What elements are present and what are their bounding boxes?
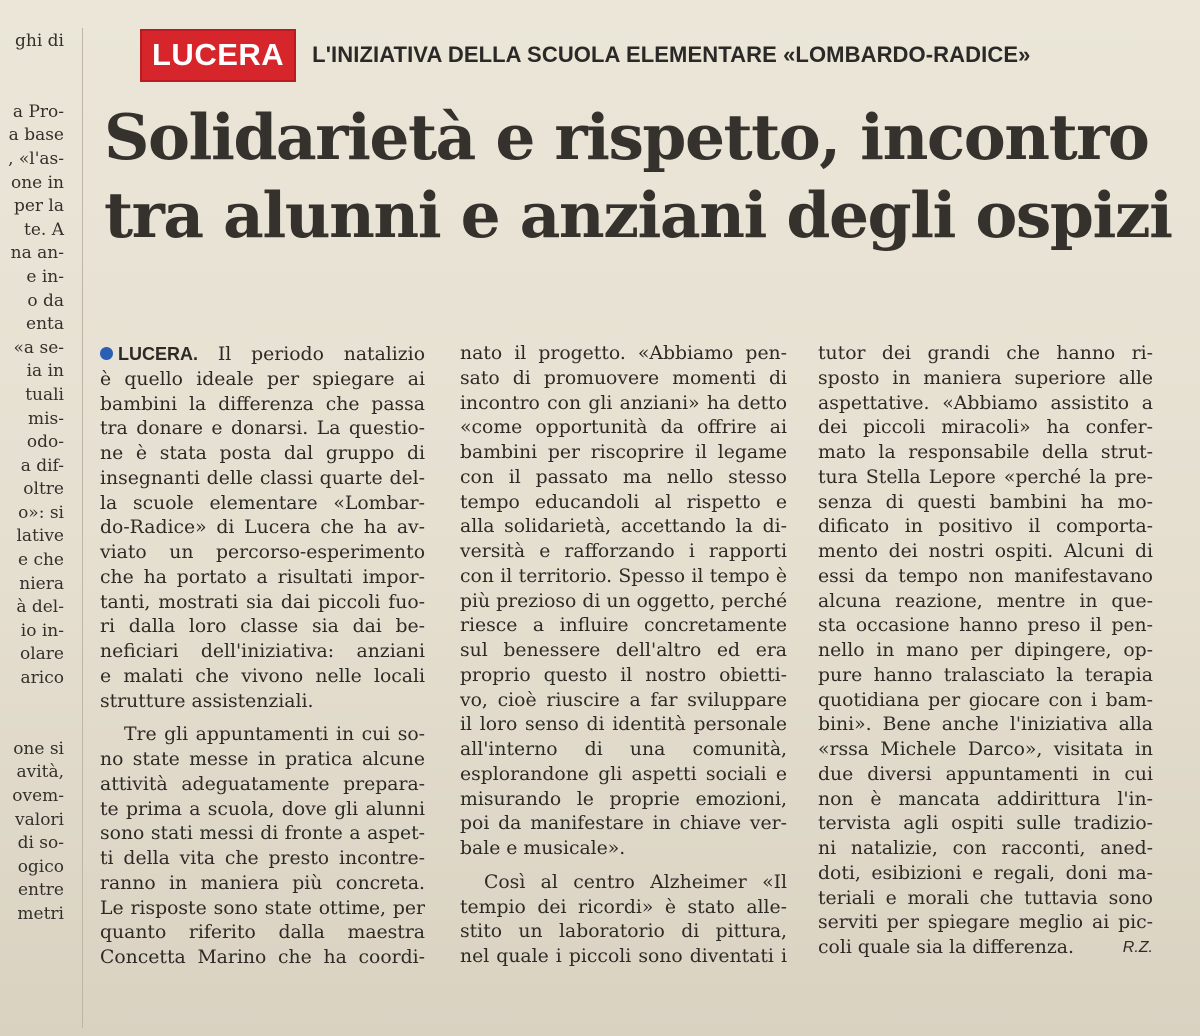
article-column-1: [100, 342, 425, 971]
text-line: alla solidarietà, accettando la di-: [460, 516, 787, 538]
text-line: tempo educandoli al rispetto e: [460, 491, 787, 513]
text-line: bale e musicale».: [460, 838, 626, 859]
text-line: Così al centro Alzheimer «Il: [484, 871, 787, 893]
text-line: «rssa Michele Darco», visitata in: [818, 739, 1153, 760]
fragment-line: di so-: [17, 833, 64, 854]
text-line: pure hanno tralasciato la terapia: [818, 664, 1153, 686]
kicker-text: L'INIZIATIVA DELLA SCUOLA ELEMENTARE «LOMBARDO-RADICE»: [312, 42, 1031, 67]
fragment-line: a Pro-: [12, 101, 64, 122]
fragment-line: entre: [17, 880, 64, 901]
text-line: ni natalizie, con racconti, aned-: [818, 838, 1153, 859]
fragment-line: per la: [13, 196, 64, 217]
column-rule: [82, 28, 83, 1028]
fragment-line: ghi di: [15, 31, 64, 51]
text-line: alcuna reazione, mentre in que-: [818, 590, 1153, 612]
fragment-line: tuali: [25, 384, 64, 405]
text-line: ti della vita che presto incontre-: [100, 848, 425, 869]
text-line: ne è stata posta dal gruppo di: [100, 443, 425, 464]
paragraph-2: [100, 723, 425, 971]
text-line: è quello ideale per spiegare ai: [100, 368, 425, 390]
paragraph-3: [460, 342, 787, 862]
text-line: sato di promuovere momenti di: [460, 367, 787, 389]
fragment-line: à del-: [16, 597, 64, 618]
text-line: tanti, mostrati sia dai piccoli fuo-: [100, 591, 425, 613]
fragment-line: o»: si: [18, 502, 64, 523]
text-line: tervista agli ospiti sulle tradizio-: [818, 813, 1153, 835]
fragment-line: niera: [19, 573, 64, 594]
fragment-line: mis-: [27, 408, 64, 429]
author-signature: R.Z.: [1122, 939, 1153, 956]
text-line: aspettative. «Abbiamo assistito a: [818, 392, 1153, 414]
text-line: ri dalla loro classe sia dai be-: [100, 616, 425, 638]
adjacent-article-fragments: [0, 30, 64, 1030]
text-line: «come opportunità da offrire ai: [460, 417, 787, 439]
fragment-line: «a se-: [13, 337, 64, 358]
article-kicker: [140, 30, 1030, 80]
text-line: insegnanti delle classi quarte del-: [100, 467, 425, 489]
text-line: teriali e morali che tuttavia sono: [818, 887, 1153, 909]
text-line: stito un laboratorio di pittura,: [460, 921, 787, 943]
fragment-line: metri: [17, 903, 64, 924]
fragment-line: a base: [8, 125, 64, 146]
text-line: neficiari dell'iniziativa: anziani: [100, 641, 425, 662]
text-line: tutor dei grandi che hanno ri-: [818, 343, 1153, 364]
text-line: Tre gli appuntamenti in cui so-: [124, 724, 425, 746]
text-line: ranno in maniera più concreta.: [100, 872, 425, 894]
text-line: dei piccoli miracoli» ha confer-: [818, 417, 1153, 439]
text-line: strutture assistenziali.: [100, 690, 314, 712]
text-line: più prezioso di un oggetto, perché: [460, 590, 788, 612]
text-line: bambini per riscoprire il legame: [460, 442, 787, 463]
text-line: do-Radice» di Lucera che ha av-: [100, 517, 425, 539]
text-line: il loro senso di identità personale: [460, 714, 787, 736]
text-line: riesce a influire concretamente: [460, 615, 787, 637]
text-line: esplorandone gli aspetti sociali e: [460, 763, 787, 785]
text-line: sta occasione hanno preso il pen-: [818, 615, 1153, 637]
text-line: mato la responsabile della strut-: [818, 442, 1153, 463]
text-line: incontro con gli anziani» ha detto: [460, 392, 787, 414]
text-line-final: [818, 936, 1153, 961]
text-line: quotidiana per giocare con i bam-: [818, 689, 1153, 711]
text-line: tempio dei ricordi» è stato alle-: [460, 896, 787, 918]
fragment-line: ovem-: [12, 786, 64, 806]
fragment-line: lative: [16, 526, 64, 547]
text-line: sono stati messi di fronte a aspet-: [100, 823, 425, 845]
text-line: tra donare e donarsi. La questio-: [100, 418, 425, 440]
text-line: Concetta Marino che ha coordi-: [100, 947, 425, 968]
fragment-line: io in-: [20, 620, 64, 641]
fragment-line: na an-: [10, 243, 64, 264]
fragment-line: a dif-: [20, 455, 64, 476]
text-line: dificato in positivo il comporta-: [818, 516, 1153, 538]
text-line: tura Stella Lepore «perché la pre-: [818, 466, 1153, 488]
text-line: te prima a scuola, dove gli alunni: [100, 798, 425, 820]
fragment-line: valori: [15, 809, 64, 830]
fragment-line: [0, 54, 64, 78]
fragment-line: enta: [26, 314, 64, 335]
text-line: proprio questo il nostro obietti-: [460, 664, 787, 686]
text-line: essi da tempo non manifestavano: [818, 565, 1153, 587]
fragment-line: oltre: [23, 479, 64, 500]
fragment-line: ia in: [26, 361, 64, 382]
text-line: e malati che vivono nelle locali: [100, 665, 425, 687]
text-line: senza di questi bambini ha mo-: [818, 491, 1153, 513]
text-line: che ha portato a risultati impor-: [100, 566, 425, 588]
fragment-line: o da: [27, 290, 64, 311]
text-line: bini». Bene anche l'iniziativa alla: [818, 714, 1153, 736]
text-line: vo, cioè riuscire a far sviluppare: [460, 689, 787, 711]
paragraph-gap: [460, 862, 787, 871]
text-line: nel quale i piccoli sono diventati i: [460, 946, 787, 967]
fragment-line: [0, 691, 64, 715]
text-line: nato il progetto. «Abbiamo pen-: [460, 343, 787, 364]
fragment-line: arico: [20, 668, 64, 689]
text-line: viato un percorso-esperimento: [100, 542, 425, 563]
text-line: non è mancata addirittura l'in-: [818, 788, 1153, 810]
text-line: con il territorio. Spesso il tempo è: [460, 565, 787, 587]
text-line: bambini la differenza che passa: [100, 393, 425, 415]
text-line: poi da manifestare in chiave ver-: [460, 813, 787, 835]
text-line: due diversi appuntamenti in cui: [818, 763, 1153, 785]
text-line: sposto in maniera superiore alle: [818, 367, 1153, 389]
paragraph-5: [818, 342, 1153, 936]
text-line: Le risposte sono state ottime, per: [100, 897, 425, 919]
text-line: nello in mano per dipingere, op-: [818, 640, 1153, 661]
text-line: all'interno di una comunità,: [460, 739, 787, 760]
paragraph-1: [100, 368, 425, 715]
text-line: la scuole elementare «Lombar-: [100, 492, 425, 514]
article-headline: [104, 98, 1184, 254]
fragment-line: ogico: [17, 856, 64, 877]
fragment-line: odo-: [26, 432, 64, 453]
text-line: sul benessere dell'altro ed era: [460, 640, 787, 661]
fragment-line: , «l'as-: [8, 148, 64, 169]
fragment-line: e in-: [26, 266, 64, 287]
article-column-3: [818, 342, 1153, 961]
fragment-line: te. A: [24, 219, 64, 240]
dateline-line: [100, 342, 425, 368]
location-tag: LUCERA: [140, 29, 296, 82]
text-line: attività adeguatamente prepara-: [100, 773, 425, 795]
fragment-line: olare: [20, 644, 64, 665]
text-line: mento dei nostri ospiti. Alcuni di: [818, 541, 1153, 562]
bullet-dot-icon: [100, 347, 113, 360]
text-line: misurando le proprie emozioni,: [460, 788, 787, 810]
text-line: con il passato ma nello stesso: [460, 466, 787, 488]
paragraph-4: [460, 871, 787, 970]
dateline: LUCERA.: [118, 344, 198, 364]
fragment-line: [0, 77, 64, 101]
text-line: serviti per spiegare meglio ai pic-: [818, 912, 1153, 934]
text-line: quanto riferito dalla maestra: [100, 922, 425, 944]
paragraph-gap: [100, 714, 425, 723]
headline-line-2: tra alunni e anziani degli ospizi: [104, 178, 1172, 252]
text-line: versità e rafforzando i rapporti: [460, 541, 787, 562]
text-line: doti, esibizioni e regali, doni ma-: [818, 862, 1153, 884]
headline-line-1: Solidarietà e rispetto, incontro: [104, 100, 1149, 174]
lead-text: Il periodo natalizio: [198, 344, 425, 365]
fragment-line: e che: [18, 550, 64, 571]
closing-text: coli quale sia la differenza.: [818, 937, 1074, 958]
fragment-line: [0, 714, 64, 738]
fragment-line: avità,: [16, 762, 64, 783]
text-line: no state messe in pratica alcune: [100, 749, 425, 770]
fragment-line: one in: [10, 172, 64, 193]
article-column-2: [460, 342, 787, 970]
fragment-line: one si: [13, 738, 64, 759]
